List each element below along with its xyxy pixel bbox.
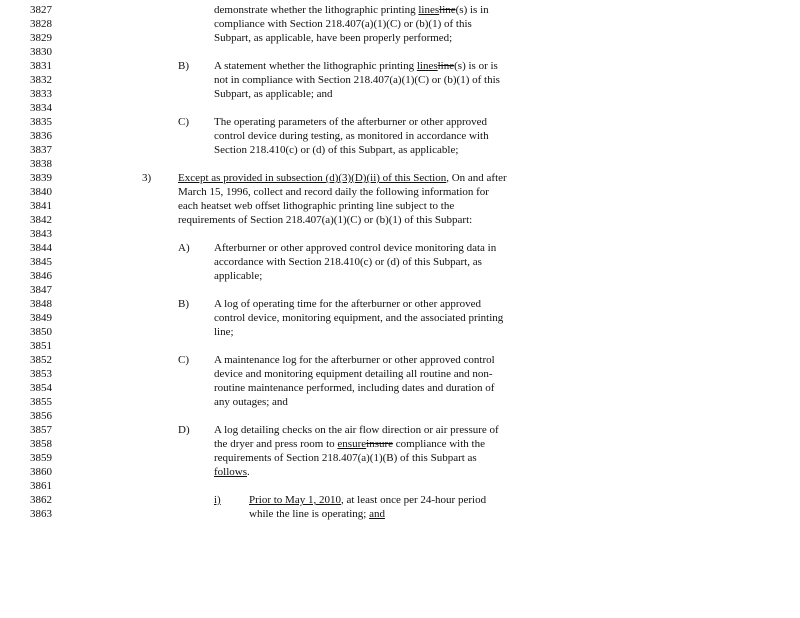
line-number: 3839 — [30, 172, 52, 184]
item-label: i) — [214, 494, 221, 506]
line-number: 3852 — [30, 354, 52, 366]
text-line: compliance with Section 218.407(a)(1)(C) or (b)(1) of this — [214, 18, 472, 30]
inserted-text: lines — [416, 60, 438, 72]
text-line: not in compliance with Section 218.407(a)(1)(C) or (b)(1) of this — [214, 74, 500, 86]
line-number: 3832 — [30, 74, 52, 86]
line-number: 3835 — [30, 116, 52, 128]
item-label: A) — [178, 242, 190, 254]
text-line: device and monitoring equipment detailing all routine and non- — [214, 368, 493, 380]
line-number: 3862 — [30, 494, 52, 506]
inserted-text: ensure — [337, 438, 367, 450]
text-line: demonstrate whether the lithographic printing linesline(s) is in — [214, 4, 489, 16]
line-number: 3842 — [30, 214, 52, 226]
line-number: 3831 — [30, 60, 52, 72]
text-line: A log detailing checks on the air flow direction or air pressure of — [214, 424, 499, 436]
text-line: the dryer and press room to ensureinsure compliance with the — [214, 438, 485, 450]
line-number: 3854 — [30, 382, 52, 394]
line-number: 3846 — [30, 270, 52, 282]
line-number: 3837 — [30, 144, 52, 156]
line-number: 3829 — [30, 32, 52, 44]
text-line: The operating parameters of the afterburner or other approved — [214, 116, 488, 128]
text-line: Prior to May 1, 2010, at least once per 24-hour period — [249, 494, 487, 506]
line-number: 3827 — [30, 4, 52, 16]
text-line: applicable; — [214, 270, 263, 282]
item-label: C) — [178, 116, 189, 128]
item-label: B) — [178, 60, 189, 72]
text-line: line; — [214, 326, 234, 338]
line-number: 3850 — [30, 326, 52, 338]
inserted-text: and — [369, 508, 385, 520]
line-number: 3847 — [30, 284, 52, 296]
text-line: A log of operating time for the afterburner or other approved — [214, 298, 481, 310]
text-line: Afterburner or other approved control device monitoring data in — [214, 242, 497, 254]
line-number: 3844 — [30, 242, 52, 254]
line-number: 3861 — [30, 480, 52, 492]
text-line: Except as provided in subsection (d)(3)(D)(ii) of this Section, On and after — [178, 172, 507, 184]
line-number: 3834 — [30, 102, 52, 114]
text-line: March 15, 1996, collect and record daily the following information for — [178, 186, 489, 198]
item-label: 3) — [142, 172, 152, 184]
item-label: B) — [178, 298, 189, 310]
text-line: Section 218.410(c) or (d) of this Subpart, as applicable; — [214, 144, 459, 156]
line-number: 3856 — [30, 410, 52, 422]
text-line: any outages; and — [214, 396, 288, 408]
line-number: 3833 — [30, 88, 52, 100]
line-number: 3853 — [30, 368, 52, 380]
text-line: requirements of Section 218.407(a)(1)(C) or (b)(1) of this Subpart: — [178, 214, 473, 226]
item-label: D) — [178, 424, 190, 436]
line-number: 3857 — [30, 424, 52, 436]
inserted-text: follows — [214, 466, 247, 478]
line-number: 3859 — [30, 452, 52, 464]
item-label: C) — [178, 354, 189, 366]
line-number: 3860 — [30, 466, 52, 478]
line-number: 3828 — [30, 18, 52, 30]
text-line: control device during testing, as monitored in accordance with — [214, 130, 489, 142]
text-line: each heatset web offset lithographic printing line subject to the — [178, 200, 455, 212]
inserted-text: Prior to May 1, 2010 — [249, 494, 341, 506]
line-number: 3845 — [30, 256, 52, 268]
deleted-text: insure — [366, 438, 394, 450]
inserted-text: Except as provided in subsection (d)(3)(D)(ii) of this Section — [178, 172, 447, 184]
line-number: 3836 — [30, 130, 52, 142]
deleted-text: line — [437, 60, 455, 72]
line-number: 3838 — [30, 158, 52, 170]
line-number: 3849 — [30, 312, 52, 324]
deleted-text: line — [439, 4, 456, 16]
text-line: A maintenance log for the afterburner or other approved control — [214, 354, 495, 366]
text-line: Subpart, as applicable, have been properly performed; — [214, 32, 453, 44]
inserted-text: lines — [418, 4, 440, 16]
line-number: 3851 — [30, 340, 52, 352]
line-number: 3840 — [30, 186, 52, 198]
line-number: 3841 — [30, 200, 52, 212]
line-number: 3843 — [30, 228, 52, 240]
text-line: while the line is operating; and — [249, 508, 385, 520]
text-line: A statement whether the lithographic printing linesline(s) is or is — [214, 60, 498, 72]
text-line: routine maintenance performed, including dates and duration of — [214, 382, 495, 394]
line-number: 3855 — [30, 396, 52, 408]
line-number: 3848 — [30, 298, 52, 310]
text-line: accordance with Section 218.410(c) or (d) of this Subpart, as — [214, 256, 482, 268]
line-number: 3858 — [30, 438, 52, 450]
text-line: follows. — [214, 466, 250, 478]
text-line: control device, monitoring equipment, and the associated printing — [214, 312, 504, 324]
line-number: 3830 — [30, 46, 52, 58]
text-line: requirements of Section 218.407(a)(1)(B) of this Subpart as — [214, 452, 477, 464]
line-number: 3863 — [30, 508, 52, 520]
text-line: Subpart, as applicable; and — [214, 88, 333, 100]
